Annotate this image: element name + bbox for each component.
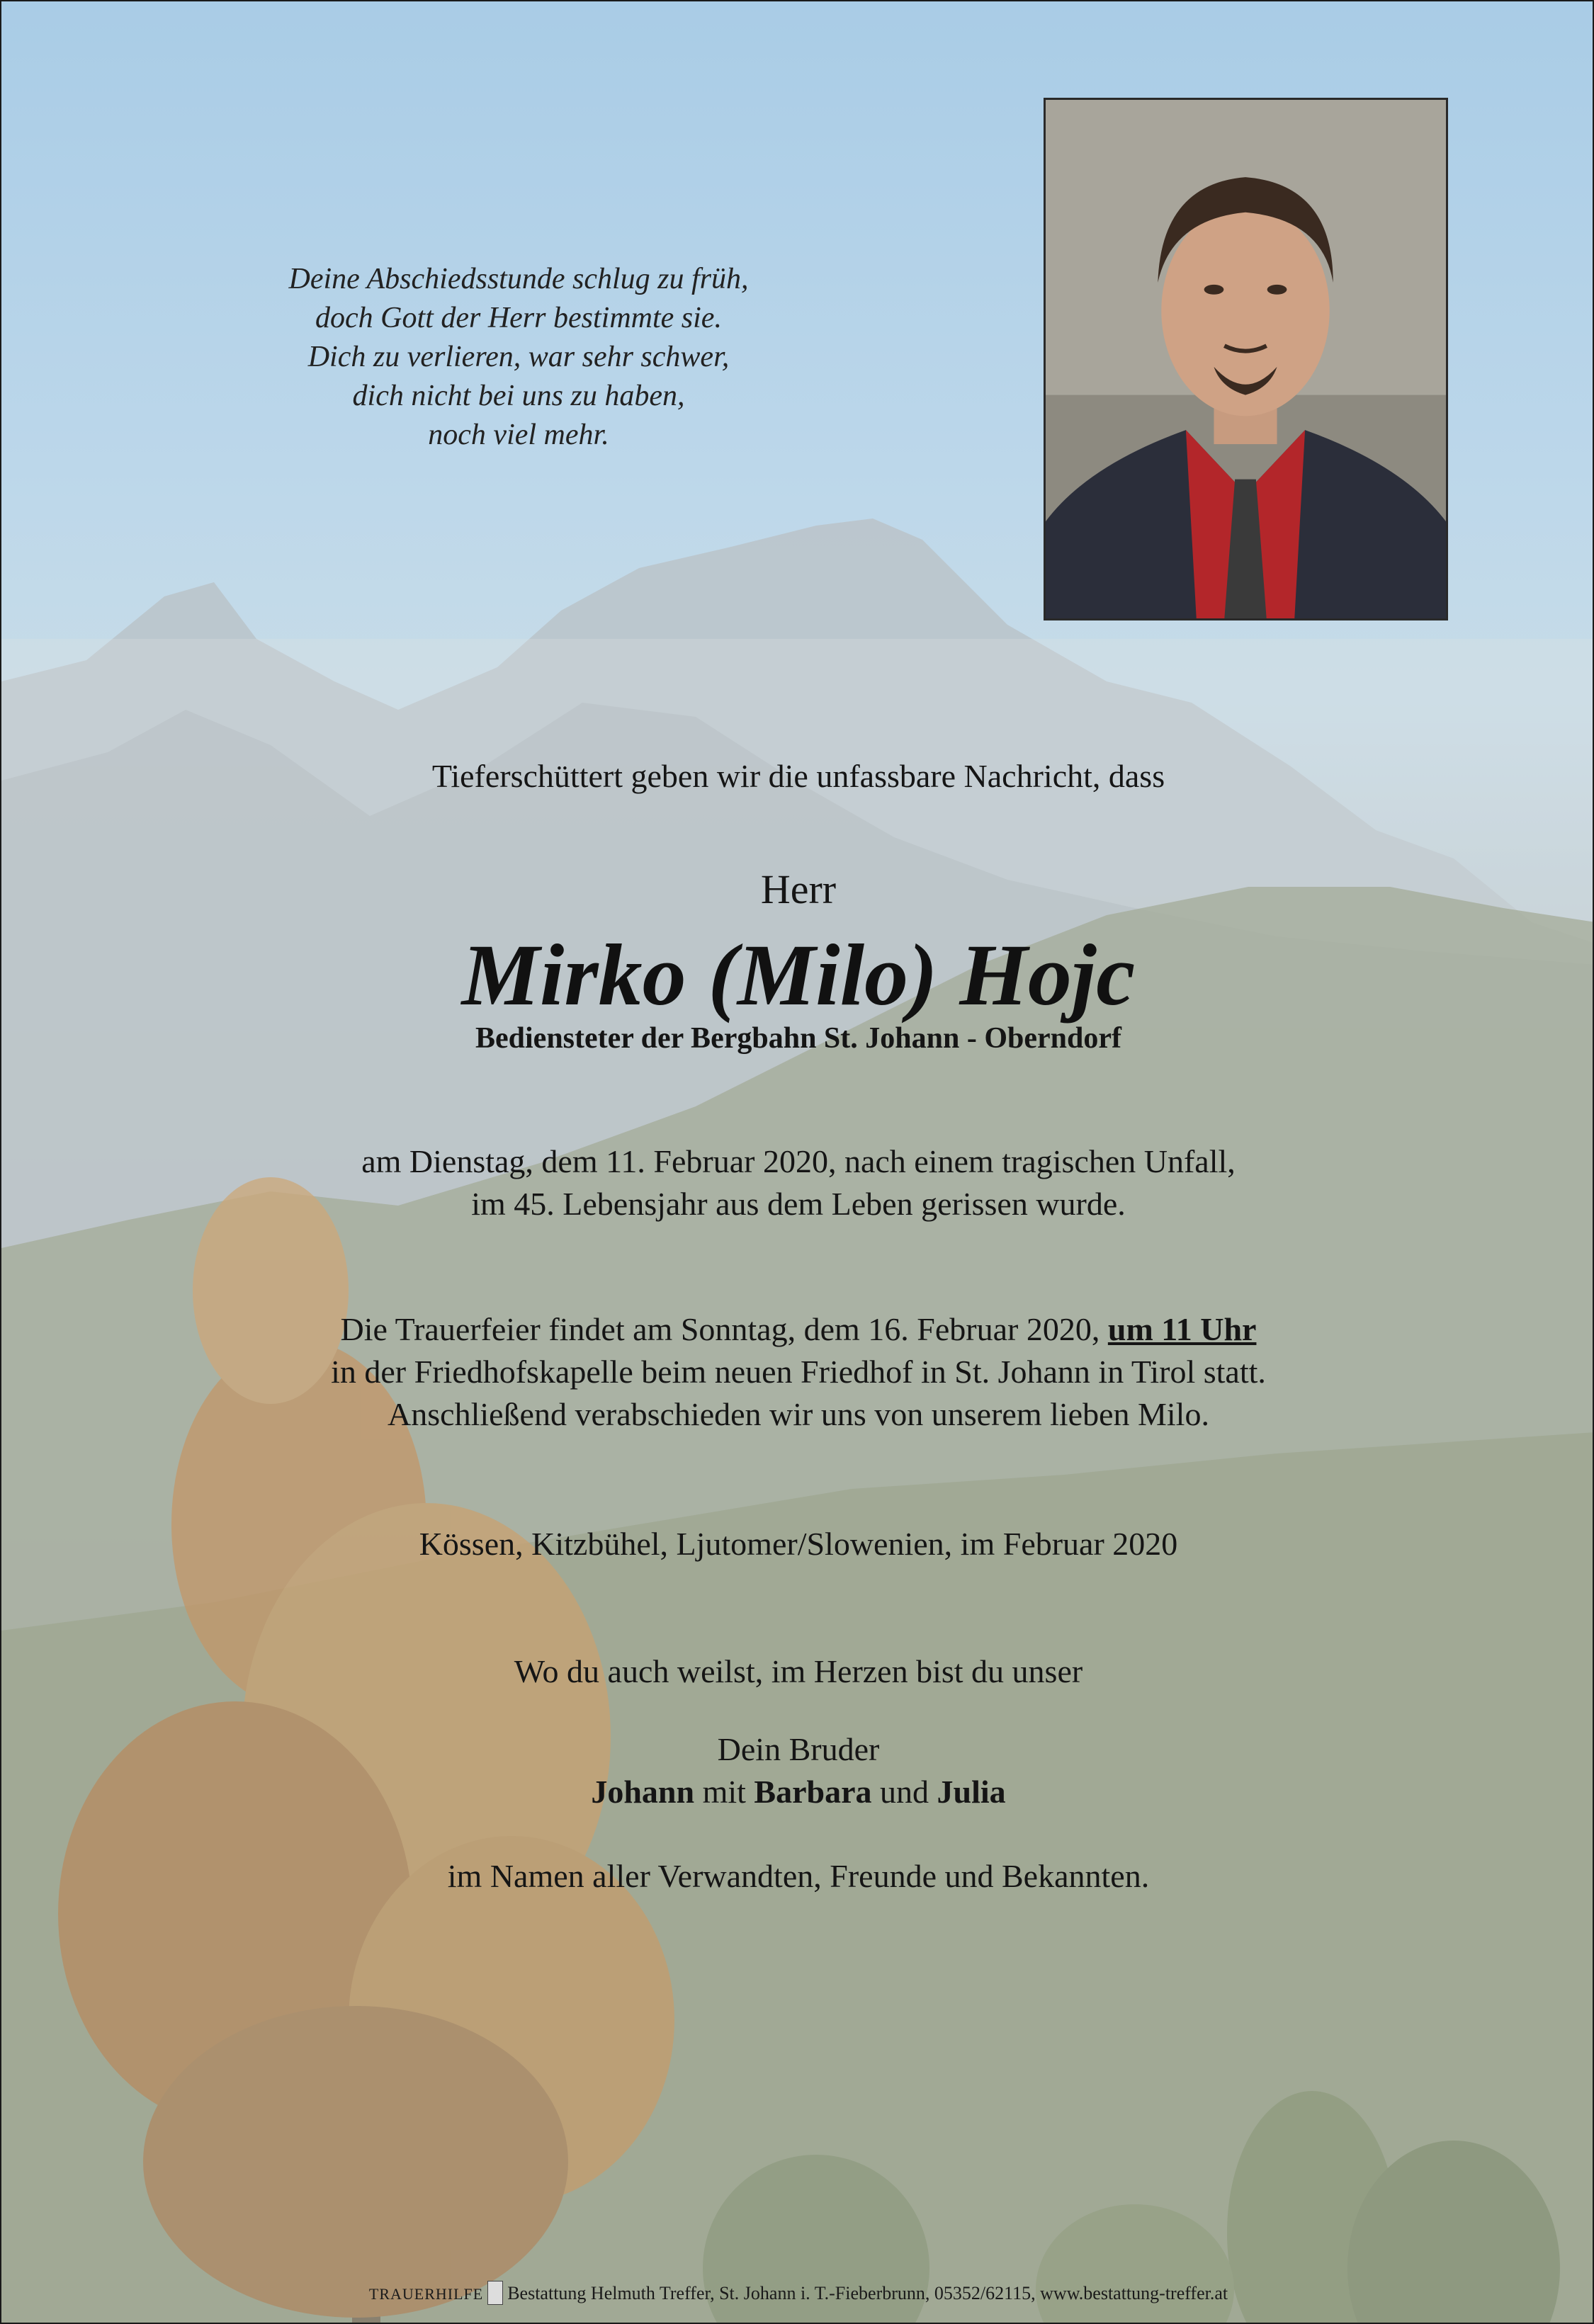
ceremony-farewell: Anschließend verabschieden wir uns von unserem lieben Milo.	[388, 1396, 1209, 1432]
announcement-line: am Dienstag, dem 11. Februar 2020, nach einem tragischen Unfall,	[361, 1143, 1236, 1179]
funeral-ceremony-info	[1, 1308, 1594, 1436]
farewell-line: Wo du auch weilst, im Herzen bist du unser	[514, 1653, 1083, 1689]
signature-name: Johann	[591, 1774, 695, 1810]
funeral-home-logo-icon	[487, 2281, 503, 2305]
deceased-name: Mirko (Milo) Hojc	[461, 926, 1136, 1024]
signature-conjunction: und	[880, 1774, 929, 1810]
ceremony-date: Die Trauerfeier findet am Sonntag, dem 16. Februar 2020,	[340, 1311, 1100, 1347]
signature-conjunction: mit	[702, 1774, 746, 1810]
salutation: Herr	[760, 866, 837, 912]
portrait-photo	[1044, 98, 1448, 620]
funeral-home-footer	[1, 2281, 1594, 2305]
family-signature	[1, 1728, 1594, 1813]
signature-relation: Dein Bruder	[717, 1731, 880, 1767]
ceremony-line	[1, 1308, 1594, 1351]
ceremony-time: um 11 Uhr	[1107, 1311, 1257, 1347]
footer-text: Bestattung Helmuth Treffer, St. Johann i. T.-Fieberbrunn, 05352/62115, www.bestattung-treffer.at	[507, 2283, 1228, 2303]
intro-text: Tieferschüttert geben wir die unfassbare Nachricht, dass	[431, 758, 1165, 794]
death-announcement	[1, 1140, 1594, 1225]
memorial-poem	[242, 260, 795, 455]
signature-name: Barbara	[754, 1774, 872, 1810]
footer-brand: TRAUERHILFE	[368, 2285, 484, 2303]
poem-line: noch viel mehr.	[428, 419, 609, 451]
deceased-occupation: Bediensteter der Bergbahn St. Johann - Oberndorf	[475, 1022, 1121, 1055]
signature-name: Julia	[937, 1774, 1006, 1810]
poem-line: Dich zu verlieren, war sehr schwer,	[307, 341, 730, 373]
poem-line: Deine Abschiedsstunde schlug zu früh,	[288, 263, 749, 295]
announcement-line: im 45. Lebensjahr aus dem Leben gerissen wurde.	[471, 1186, 1126, 1222]
portrait-illustration	[1046, 100, 1446, 618]
ceremony-location: in der Friedhofskapelle beim neuen Friedhof in St. Johann in Tirol statt.	[331, 1354, 1266, 1390]
closing-line: im Namen aller Verwandten, Freunde und Bekannten.	[447, 1858, 1150, 1894]
poem-line: doch Gott der Herr bestimmte sie.	[315, 302, 722, 334]
poem-line: dich nicht bei uns zu haben,	[352, 380, 685, 412]
signature-names	[1, 1771, 1594, 1813]
places-and-date: Kössen, Kitzbühel, Ljutomer/Slowenien, im Februar 2020	[419, 1526, 1178, 1562]
